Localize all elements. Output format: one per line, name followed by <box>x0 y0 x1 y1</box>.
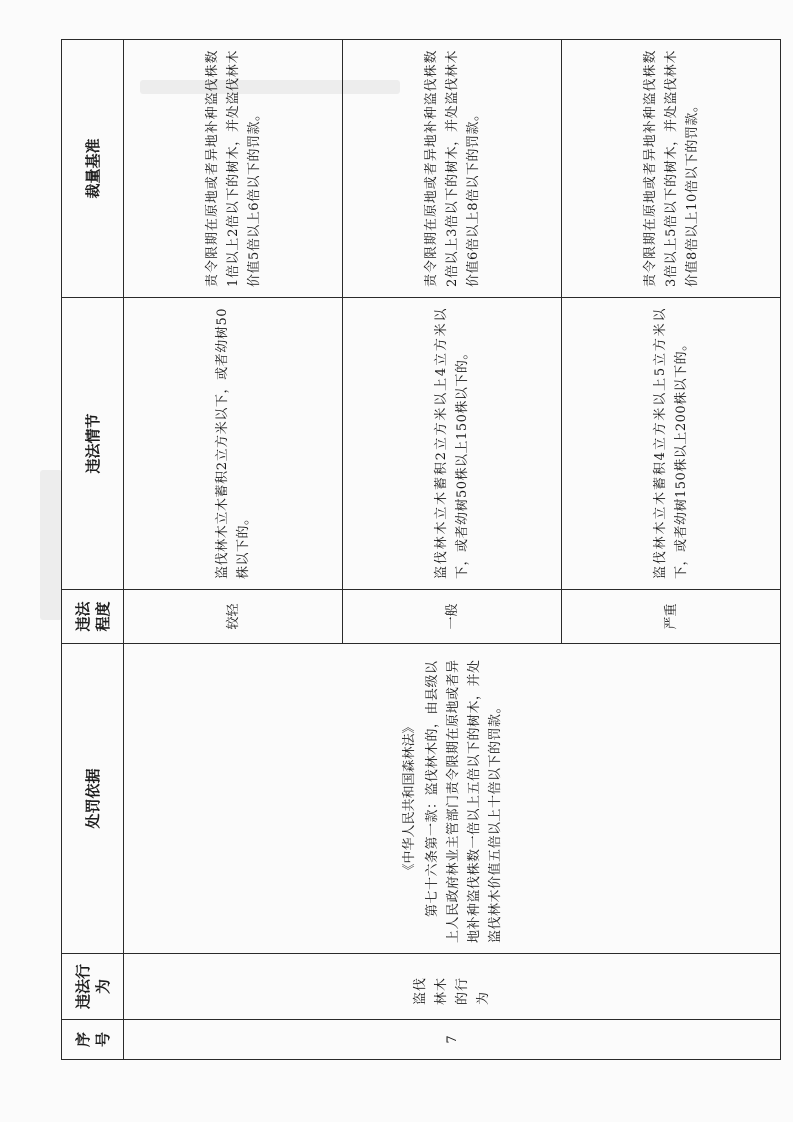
circumstance-light: 盗伐林木立木蓄积2立方米以下，或者幼树50株以下的。 <box>215 308 251 579</box>
header-circumstance: 违法情节 <box>62 298 124 590</box>
header-basis: 处罚依据 <box>62 644 124 954</box>
penalty-standard-table <box>61 39 781 1060</box>
violation-act: 盗伐林木的行为 <box>413 976 491 1005</box>
standard-light: 责令限期在原地或者异地补种盗伐株数1倍以上2倍以下的树木，并处盗伐林木价值5倍以上6倍以下的罚款。 <box>204 50 262 287</box>
header-row <box>62 40 124 1060</box>
rotated-page <box>61 40 781 1060</box>
degree-severe: 严重 <box>562 590 781 644</box>
violation-act-cell <box>124 954 781 1020</box>
header-standard: 裁量基准 <box>62 40 124 298</box>
record-no: 7 <box>124 1020 781 1060</box>
standard-general: 责令限期在原地或者异地补种盗伐株数2倍以上3倍以下的树木，并处盗伐林木价值6倍以上8倍以下的罚款。 <box>423 50 481 287</box>
circumstance-severe: 盗伐林木立木蓄积4立方米以上5立方米以下，或者幼树150株以上200株以下的。 <box>653 308 689 579</box>
header-act: 违法行为 <box>62 954 124 1020</box>
law-title: 《中华人民共和国森林法》 <box>401 720 417 877</box>
penalty-basis-cell <box>124 644 781 954</box>
circumstance-light-cell <box>124 298 343 590</box>
standard-general-cell <box>343 40 562 298</box>
degree-general: 一般 <box>343 590 562 644</box>
law-article: 第七十六条第一款：盗伐林木的，由县级以上人民政府林业主管部门责令限期在原地或者异地补种盗伐株数一倍以上五倍以下的树木，并处盗伐林木价值五倍以上十倍以下的罚款。 <box>424 659 503 943</box>
circumstance-severe-cell <box>562 298 781 590</box>
circumstance-general: 盗伐林木立木蓄积2立方米以上4立方米以下，或者幼树50株以上150株以下的。 <box>434 308 470 579</box>
standard-severe-cell <box>562 40 781 298</box>
header-degree: 违法程度 <box>62 590 124 644</box>
degree-light: 较轻 <box>124 590 343 644</box>
standard-light-cell <box>124 40 343 298</box>
scan-smudge <box>40 470 62 620</box>
standard-severe: 责令限期在原地或者异地补种盗伐株数3倍以上5倍以下的树木，并处盗伐林木价值8倍以上10倍以下的罚款。 <box>642 50 700 287</box>
header-no: 序号 <box>62 1020 124 1060</box>
table-row <box>124 40 343 1060</box>
circumstance-general-cell <box>343 298 562 590</box>
